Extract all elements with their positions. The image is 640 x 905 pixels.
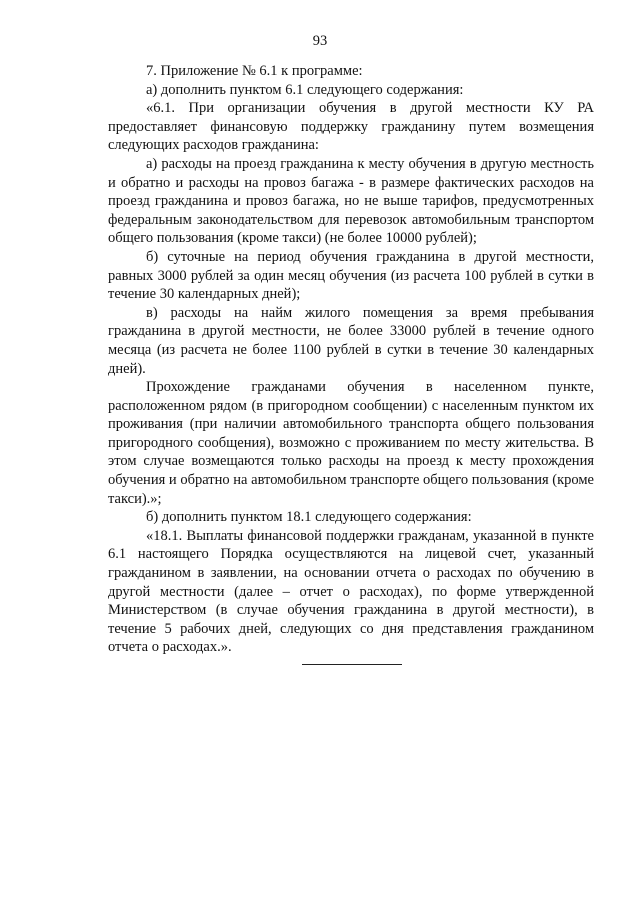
paragraph-clause-6-1-b: б) суточные на период обучения гражданина в другой местности, равных 3000 рублей за один месяц обучения (из расчета 100 рублей в сутки в течение 30 календарных дней); — [108, 248, 594, 303]
paragraph-clause-6-1-v: в) расходы на найм жилого помещения за время пребывания гражданина в другой местности, не более 33000 рублей в течение одного месяца (из расчета не более 1100 рублей в сутки в течение 30 календарных дней). — [108, 304, 594, 377]
paragraph-subitem-a: а) дополнить пунктом 6.1 следующего содержания: — [146, 81, 464, 98]
paragraph-clause-18-1: «18.1. Выплаты финансовой поддержки гражданам, указанной в пункте 6.1 настоящего Порядка осуществляются на лицевой счет, указанный гражданином в заявлении, на основании отчета о расходах по обучению в другой местности (далее – отчет о расходах), по форме утвержденной Министерством (в случае обучения гражданина в другой местности), в течение 5 рабочих дней, следующих со дня представления гражданином отчета о расходах.». — [108, 527, 594, 656]
separator-line — [302, 664, 402, 665]
paragraph-suburban-study: Прохождение гражданами обучения в населенном пункте, расположенном рядом (в пригородном сообщении) с населенным пунктом их проживания (при наличии автомобильного транспорта общего пользования пригородного сообщения), возможно с проживанием по месту жительства. В этом случае возмещаются только расходы на проезд к месту прохождения обучения и обратно на автомобильном транспорте общего пользования (кроме такси).»; — [108, 379, 594, 507]
page-number: 93 — [312, 33, 328, 49]
paragraph-item-7-heading: 7. Приложение № 6.1 к программе: — [146, 63, 363, 79]
document-body — [108, 62, 594, 657]
paragraph-subitem-b: б) дополнить пунктом 18.1 следующего содержания: — [146, 509, 472, 526]
paragraph-clause-6-1: «6.1. При организации обучения в другой местности КУ РА предоставляет финансовую поддержку гражданину путем возмещения следующих расходов гражданина: — [108, 100, 594, 154]
paragraph-clause-6-1-a: а) расходы на проезд гражданина к месту обучения в другую местность и обратно и расходы на провоз багажа - в размере фактических расходов на проезд гражданина и провоз багажа, но не выше тарифов, предусмотренных федеральным законодательством для перевозок автомобильным транспортом общего пользования (кроме такси) (не более 10000 рублей); — [108, 155, 594, 247]
